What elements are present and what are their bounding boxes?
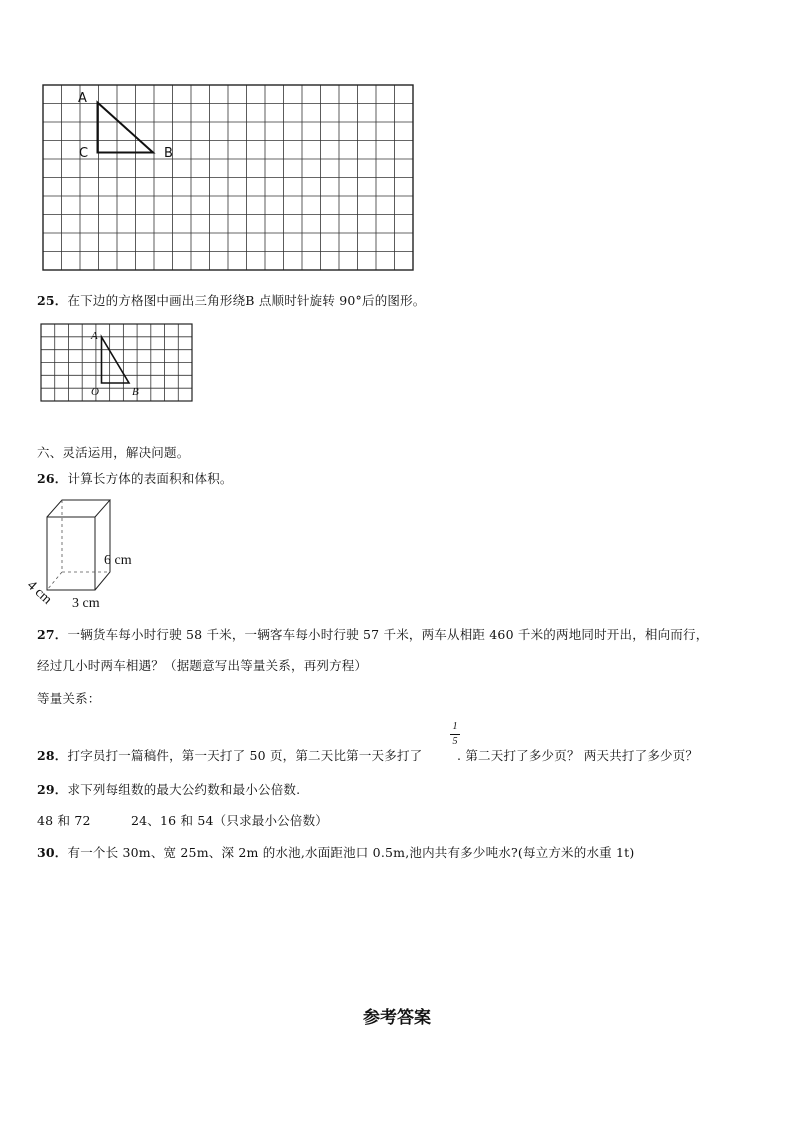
fraction-one-fifth: [450, 722, 460, 747]
question-25: 25．在下边的方格图中画出三角形绕B 点顺时针旋转 90°后的图形。: [37, 293, 426, 308]
question-28-tail: . 第二天打了多少页？ 两天共打了多少页？: [457, 748, 699, 763]
question-30: 30．有一个长 30m、宽 25m、深 2m 的水池,水面距池口 0.5m,池内共有多少吨水?(每立方米的水重 1t): [37, 845, 635, 860]
dim-width: 4 cm: [23, 578, 55, 608]
fraction-numerator: 1: [452, 721, 458, 732]
dim-height: 6 cm: [104, 553, 132, 568]
grid-figure-2: [40, 323, 194, 403]
answers-title: 参考答案: [363, 1008, 431, 1028]
grid-figure-1: [42, 84, 416, 274]
fraction-denominator: 5: [452, 736, 458, 747]
vertex-label-b: B: [164, 146, 173, 161]
question-28: 28．打字员打一篇稿件，第一天打了 50 页，第二天比第一天多打了: [37, 748, 423, 763]
vertex-label-o: O: [91, 386, 99, 398]
question-29: 29．求下列每组数的最大公约数和最小公倍数.: [37, 782, 301, 797]
q29-item-2: 24、16 和 54（只求最小公倍数）: [131, 813, 328, 828]
cuboid-figure: [36, 494, 146, 610]
dim-length: 3 cm: [72, 596, 100, 611]
question-27-line1: 27．一辆货车每小时行驶 58 千米，一辆客车每小时行驶 57 千米，两车从相距 460 千米的两地同时开出，相向而行，: [37, 627, 709, 642]
triangle-abc: [98, 103, 154, 153]
relation-label: 等量关系：: [37, 691, 101, 706]
vertex-label-b2: B: [132, 386, 139, 398]
vertex-label-a2: A: [91, 330, 98, 342]
question-27-line2: 经过几小时两车相遇？（据题意写出等量关系，再列方程）: [37, 658, 368, 673]
question-26: 26．计算长方体的表面积和体积。: [37, 471, 233, 486]
triangle-aob: [102, 337, 130, 383]
q29-item-1: 48 和 72: [37, 813, 91, 828]
vertex-label-a: A: [78, 91, 87, 106]
vertex-label-c: C: [79, 146, 89, 161]
section-6-title: 六、灵活运用，解决问题。: [37, 445, 190, 460]
